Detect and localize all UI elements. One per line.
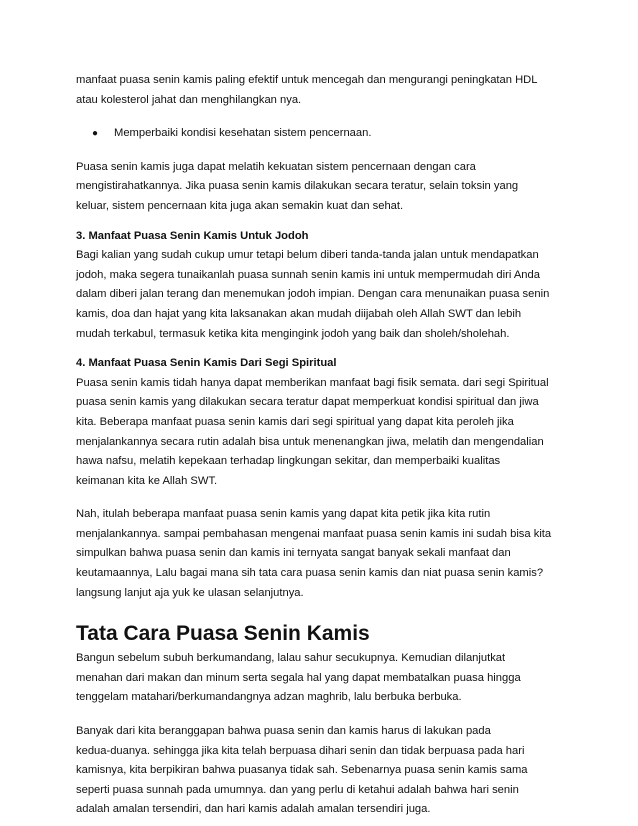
text-line: dalam diberi jalan terang dan menemukan jodoh impian. Dengan cara menunaikan puasa senin	[76, 288, 550, 301]
bullet-icon: ●	[92, 128, 99, 140]
text-line: keimanan kita ke Allah SWT.	[76, 474, 218, 487]
text-line: mudah terkabul, termasuk ketika kita mengingink jodoh yang baik dan sholeh/sholehah.	[76, 327, 510, 340]
text-line: kedua-duanya. sehingga jika kita telah berpuasa dihari senin dan tidak berpuasa pada hari	[76, 744, 525, 757]
text-line: mengistirahatkannya. Jika puasa senin kamis dilakukan secara teratur, selain toksin yang	[76, 180, 519, 193]
conclusion-paragraph	[76, 505, 576, 603]
text-line: kita. Beberapa manfaat puasa senin kamis dari segi spiritual yang dapat kita peroleh jika	[76, 415, 514, 428]
text-line: tenggelam matahari/berkumandangnya adzan maghrib, lalu berbuka berbuka.	[76, 691, 462, 704]
text-line: keutamaannya, Lalu bagai mana sih tata cara puasa senin kamis dan niat puasa senin kamis?	[76, 567, 544, 580]
section4-paragraph	[76, 374, 576, 492]
text-line: kamis, doa dan hajat yang kita laksanakan akan mudah diijabah oleh Allah SWT dan lebih	[76, 307, 522, 320]
text-line: menjalankannya. sampai pembahasan mengenai manfaat puasa senin kamis ini sudah bisa kita	[76, 527, 552, 540]
text-line: kamisnya, kita berpikiran bahwa puasanya tidak sah. Sebenarnya puasa senin kamis sama	[76, 764, 528, 777]
text-line: jodoh, maka segera tunaikanlah puasa sunnah senin kamis ini untuk mempermudah diri Anda	[76, 268, 540, 281]
section4-heading: 4. Manfaat Puasa Senin Kamis Dari Segi Spiritual	[76, 357, 337, 370]
text-line: Banyak dari kita beranggapan bahwa puasa senin dan kamis harus di lakukan pada	[76, 725, 491, 738]
text-line: Puasa senin kamis juga dapat melatih kekuatan sistem pencernaan dengan cara	[76, 160, 476, 173]
text-line: manfaat puasa senin kamis paling efektif untuk mencegah dan mengurangi peningkatan HDL	[76, 74, 538, 86]
tata-cara-paragraph-2	[76, 722, 576, 820]
text-line: atau kolesterol jahat dan menghilangkan nya.	[76, 93, 302, 106]
text-line: Bangun sebelum subuh berkumandang, lalau sahur secukupnya. Kemudian dilanjutkat	[76, 652, 506, 665]
tata-cara-heading: Tata Cara Puasa Senin Kamis	[76, 622, 370, 646]
tata-cara-paragraph-1	[76, 649, 576, 708]
text-line: Nah, itulah beberapa manfaat puasa senin kamis yang dapat kita petik jika kita rutin	[76, 508, 491, 521]
text-line: puasa senin kamis yang dilakukan secara teratur dapat memperkuat kondisi spiritual dan jiwa	[76, 396, 539, 409]
text-line: menjalankannya secara rutin adalah bisa untuk menenangkan jiwa, melatih dan mengendalian	[76, 435, 544, 448]
text-line: seperti puasa sunnah pada umumnya. dan yang perlu di ketahui adalah bahwa hari senin	[76, 783, 519, 796]
text-line: simpulkan bahwa puasa senin dan kamis ini ternyata sangat banyak sekali manfaat dan	[76, 547, 511, 560]
bullet-item	[76, 124, 576, 144]
text-line: hawa nafsu, melatih kepekaan terhadap lingkungan sekitar, dan memperbaiki kualitas	[76, 455, 501, 468]
bullet-text: Memperbaiki kondisi kesehatan sistem pencernaan.	[114, 127, 372, 140]
text-line: Puasa senin kamis tidah hanya dapat memberikan manfaat bagi fisik semata. dari segi Spiritual	[76, 376, 549, 389]
text-line: keluar, sistem pencernaan kita juga akan semakin kuat dan sehat.	[76, 199, 404, 212]
text-line: menahan dari makan dan minum serta segala hal yang dapat membatalkan puasa hingga	[76, 671, 521, 684]
text-line: Bagi kalian yang sudah cukup umur tetapi belum diberi tanda-tanda jalan untuk mendapatkan	[76, 249, 539, 262]
digestion-paragraph	[76, 158, 576, 217]
intro-paragraph	[76, 71, 576, 110]
document-page	[76, 71, 576, 820]
text-line: adalah amalan tersendiri, dan hari kamis adalah amalan tersendiri juga.	[76, 803, 431, 816]
section3-paragraph	[76, 246, 576, 344]
text-line: langsung lanjut aja yuk ke ulasan selanjutnya.	[76, 586, 304, 599]
section3-heading: 3. Manfaat Puasa Senin Kamis Untuk Jodoh	[76, 229, 309, 242]
